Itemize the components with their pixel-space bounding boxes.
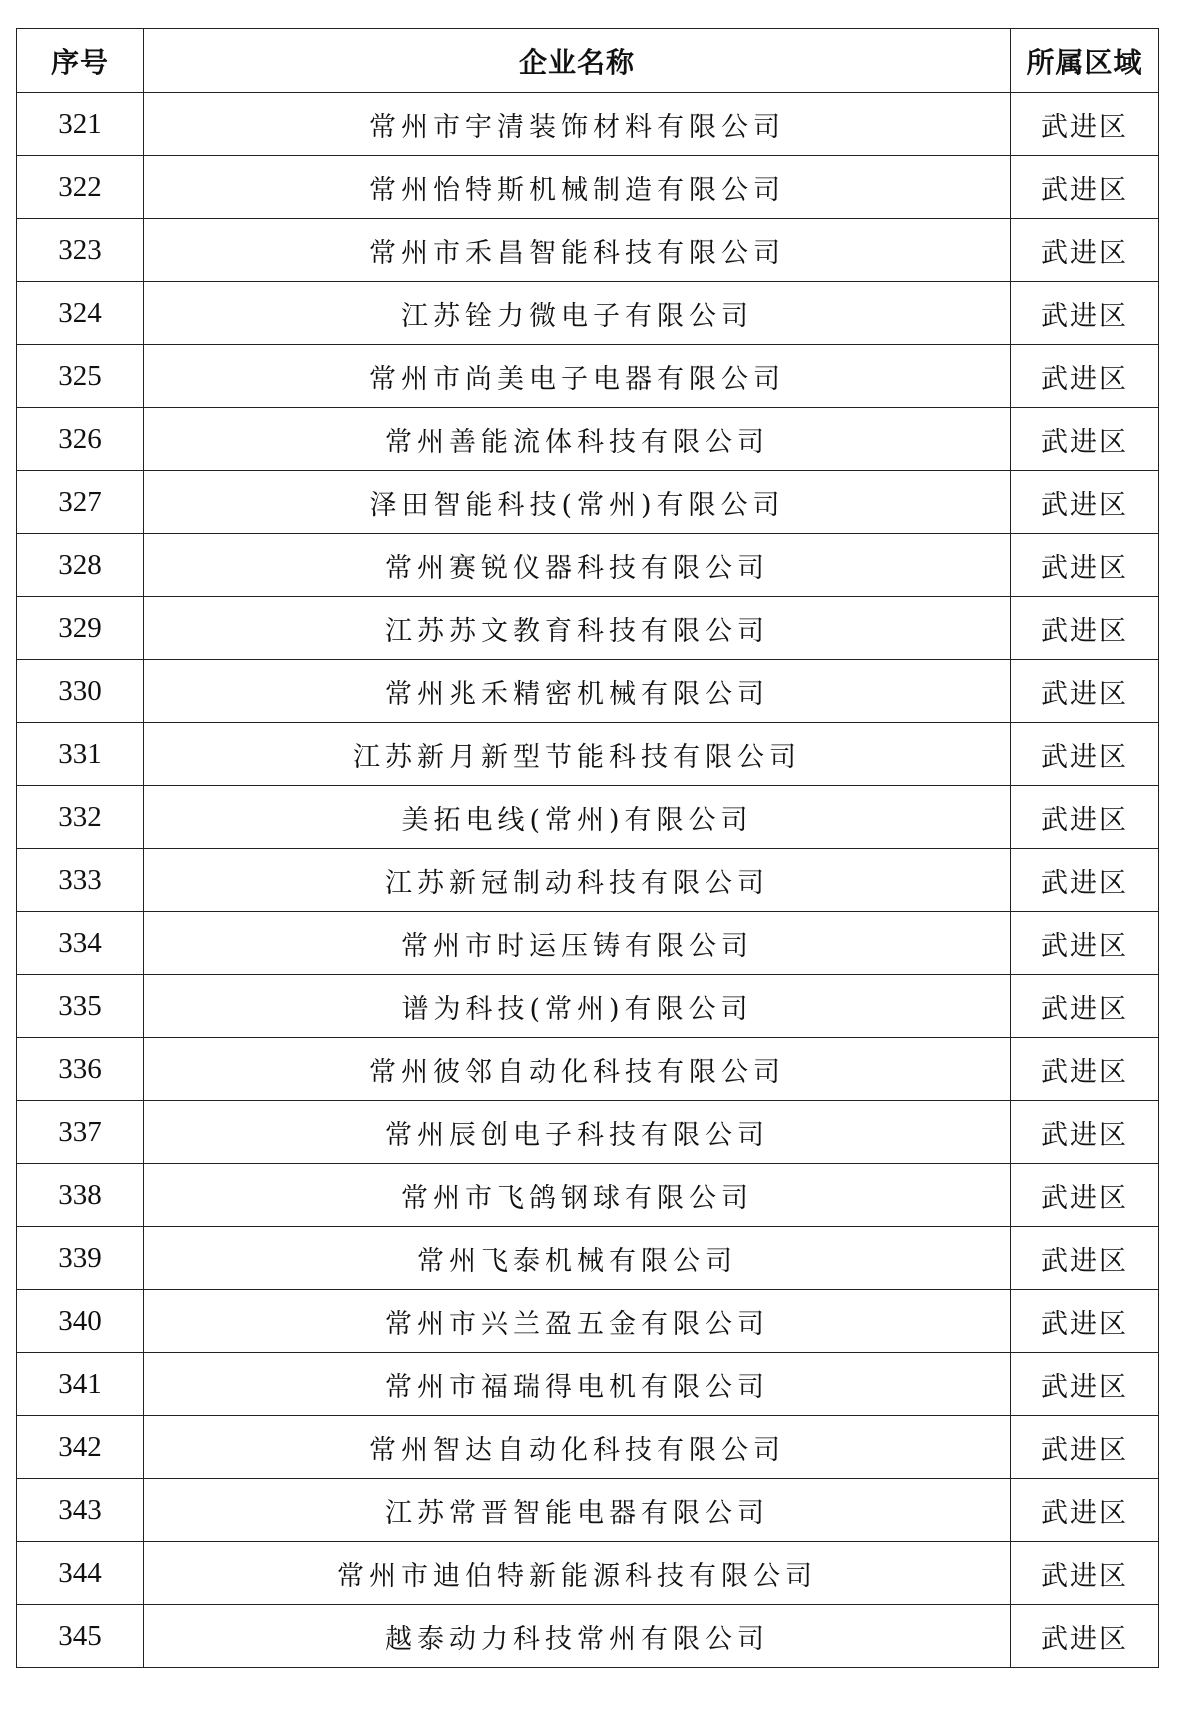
district-cell: 武进区 [1011, 1416, 1159, 1479]
table-row [17, 912, 1159, 975]
serial-number-cell: 324 [17, 282, 144, 345]
table-row [17, 1353, 1159, 1416]
serial-number-cell: 337 [17, 1101, 144, 1164]
enterprise-name-cell: 常州市禾昌智能科技有限公司 [144, 219, 1011, 282]
district-cell: 武进区 [1011, 1101, 1159, 1164]
table-row [17, 723, 1159, 786]
serial-number-cell: 334 [17, 912, 144, 975]
serial-number-cell: 332 [17, 786, 144, 849]
enterprise-name-cell: 常州市宇清装饰材料有限公司 [144, 93, 1011, 156]
enterprise-name-cell: 江苏新月新型节能科技有限公司 [144, 723, 1011, 786]
table-row [17, 93, 1159, 156]
district-cell: 武进区 [1011, 156, 1159, 219]
serial-number-cell: 336 [17, 1038, 144, 1101]
enterprise-name-cell: 江苏常晋智能电器有限公司 [144, 1479, 1011, 1542]
enterprise-name-cell: 常州市尚美电子电器有限公司 [144, 345, 1011, 408]
district-cell: 武进区 [1011, 912, 1159, 975]
enterprise-name-cell: 常州飞泰机械有限公司 [144, 1227, 1011, 1290]
serial-number-cell: 321 [17, 93, 144, 156]
enterprise-name-cell: 常州善能流体科技有限公司 [144, 408, 1011, 471]
enterprise-name-cell: 越泰动力科技常州有限公司 [144, 1605, 1011, 1668]
table-row [17, 1101, 1159, 1164]
table-row [17, 1290, 1159, 1353]
table-row [17, 408, 1159, 471]
enterprise-name-cell: 常州智达自动化科技有限公司 [144, 1416, 1011, 1479]
table-row [17, 1038, 1159, 1101]
table-row [17, 1479, 1159, 1542]
header-serial-number: 序号 [17, 29, 144, 93]
serial-number-cell: 323 [17, 219, 144, 282]
table-row [17, 786, 1159, 849]
table-row [17, 471, 1159, 534]
table-row [17, 597, 1159, 660]
header-district: 所属区域 [1011, 29, 1159, 93]
district-cell: 武进区 [1011, 1164, 1159, 1227]
serial-number-cell: 325 [17, 345, 144, 408]
district-cell: 武进区 [1011, 345, 1159, 408]
serial-number-cell: 330 [17, 660, 144, 723]
district-cell: 武进区 [1011, 723, 1159, 786]
district-cell: 武进区 [1011, 282, 1159, 345]
district-cell: 武进区 [1011, 534, 1159, 597]
district-cell: 武进区 [1011, 1605, 1159, 1668]
enterprise-name-cell: 常州怡特斯机械制造有限公司 [144, 156, 1011, 219]
serial-number-cell: 331 [17, 723, 144, 786]
enterprise-name-cell: 美拓电线(常州)有限公司 [144, 786, 1011, 849]
serial-number-cell: 328 [17, 534, 144, 597]
enterprise-name-cell: 常州市兴兰盈五金有限公司 [144, 1290, 1011, 1353]
table-row [17, 534, 1159, 597]
table-row [17, 975, 1159, 1038]
enterprise-name-cell: 常州赛锐仪器科技有限公司 [144, 534, 1011, 597]
table-row [17, 219, 1159, 282]
table-row [17, 1164, 1159, 1227]
enterprise-table [16, 28, 1159, 1668]
enterprise-name-cell: 常州彼邻自动化科技有限公司 [144, 1038, 1011, 1101]
district-cell: 武进区 [1011, 660, 1159, 723]
serial-number-cell: 333 [17, 849, 144, 912]
district-cell: 武进区 [1011, 786, 1159, 849]
serial-number-cell: 341 [17, 1353, 144, 1416]
header-row [17, 29, 1159, 93]
enterprise-name-cell: 江苏苏文教育科技有限公司 [144, 597, 1011, 660]
header-enterprise-name: 企业名称 [144, 29, 1011, 93]
district-cell: 武进区 [1011, 1353, 1159, 1416]
district-cell: 武进区 [1011, 1227, 1159, 1290]
serial-number-cell: 327 [17, 471, 144, 534]
table-row [17, 1542, 1159, 1605]
serial-number-cell: 342 [17, 1416, 144, 1479]
enterprise-name-cell: 江苏新冠制动科技有限公司 [144, 849, 1011, 912]
table-header [17, 29, 1159, 93]
enterprise-name-cell: 江苏铨力微电子有限公司 [144, 282, 1011, 345]
district-cell: 武进区 [1011, 975, 1159, 1038]
enterprise-name-cell: 谱为科技(常州)有限公司 [144, 975, 1011, 1038]
district-cell: 武进区 [1011, 408, 1159, 471]
table-row [17, 345, 1159, 408]
enterprise-name-cell: 常州市迪伯特新能源科技有限公司 [144, 1542, 1011, 1605]
table-row [17, 1227, 1159, 1290]
table-row [17, 1416, 1159, 1479]
enterprise-name-cell: 常州兆禾精密机械有限公司 [144, 660, 1011, 723]
enterprise-name-cell: 常州市福瑞得电机有限公司 [144, 1353, 1011, 1416]
serial-number-cell: 326 [17, 408, 144, 471]
serial-number-cell: 339 [17, 1227, 144, 1290]
table-row [17, 849, 1159, 912]
serial-number-cell: 338 [17, 1164, 144, 1227]
serial-number-cell: 340 [17, 1290, 144, 1353]
district-cell: 武进区 [1011, 597, 1159, 660]
district-cell: 武进区 [1011, 471, 1159, 534]
serial-number-cell: 322 [17, 156, 144, 219]
serial-number-cell: 345 [17, 1605, 144, 1668]
district-cell: 武进区 [1011, 849, 1159, 912]
serial-number-cell: 344 [17, 1542, 144, 1605]
district-cell: 武进区 [1011, 1542, 1159, 1605]
district-cell: 武进区 [1011, 1290, 1159, 1353]
table-row [17, 156, 1159, 219]
district-cell: 武进区 [1011, 219, 1159, 282]
enterprise-name-cell: 常州市飞鸽钢球有限公司 [144, 1164, 1011, 1227]
enterprise-name-cell: 常州辰创电子科技有限公司 [144, 1101, 1011, 1164]
serial-number-cell: 335 [17, 975, 144, 1038]
table-row [17, 1605, 1159, 1668]
table-body [17, 93, 1159, 1668]
district-cell: 武进区 [1011, 1479, 1159, 1542]
table-row [17, 282, 1159, 345]
serial-number-cell: 343 [17, 1479, 144, 1542]
table-row [17, 660, 1159, 723]
serial-number-cell: 329 [17, 597, 144, 660]
district-cell: 武进区 [1011, 93, 1159, 156]
document-page [16, 28, 1158, 1668]
enterprise-name-cell: 泽田智能科技(常州)有限公司 [144, 471, 1011, 534]
enterprise-name-cell: 常州市时运压铸有限公司 [144, 912, 1011, 975]
district-cell: 武进区 [1011, 1038, 1159, 1101]
